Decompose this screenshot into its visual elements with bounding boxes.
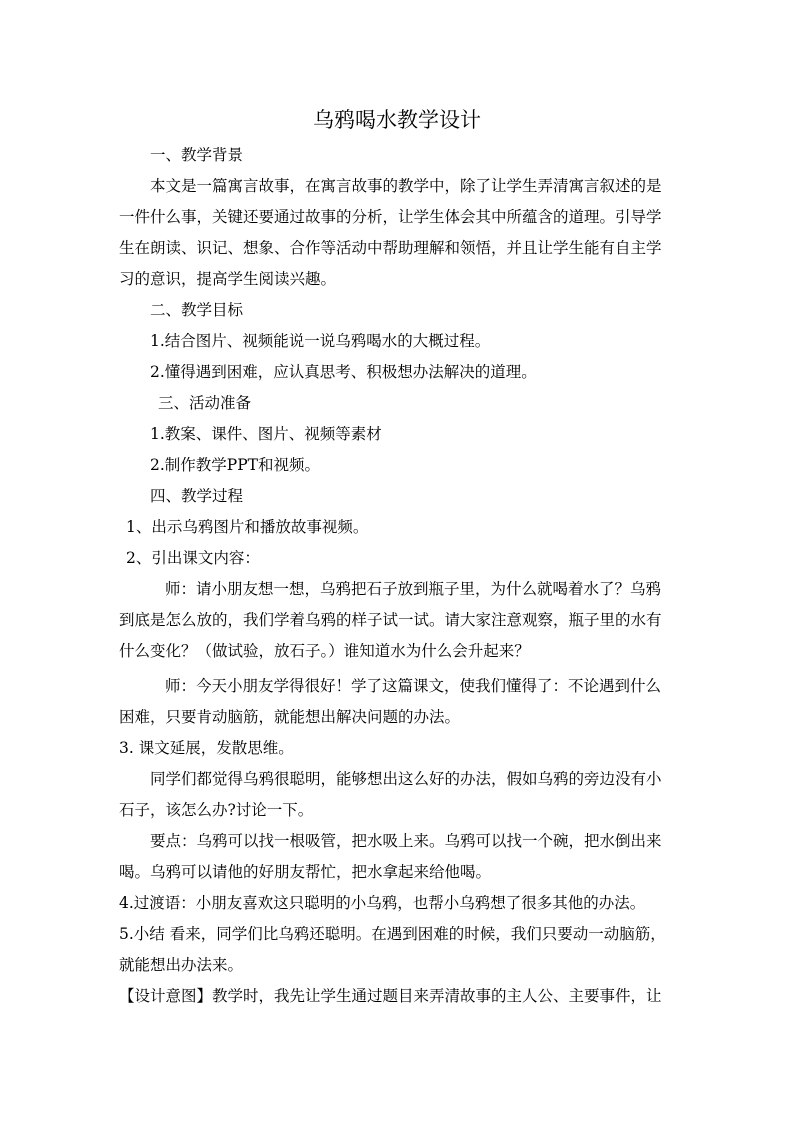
paragraph-line: 什么变化？（做试验，放石子。）谁知道水为什么会升起来？ xyxy=(119,642,530,660)
document-title: 乌鸦喝水教学设计 xyxy=(313,108,481,132)
paragraph-line: 就能想出办法来。 xyxy=(119,956,244,974)
paragraph-line: 到底是怎么放的，我们学着乌鸦的样子试一试。请大家注意观察，瓶子里的水有 xyxy=(119,611,662,629)
section-heading-preparation: 三、活动准备 xyxy=(158,394,252,412)
list-item: 2、引出课文内容： xyxy=(126,549,260,567)
list-item: 5.小结 看来，同学们比乌鸦还聪明。在遇到困难的时候，我们只要动一动脑筋， xyxy=(119,925,666,943)
list-item: 3. 课文延展，发散思维。 xyxy=(119,739,294,757)
paragraph-line: 困难，只要肯动脑筋，就能想出解决问题的办法。 xyxy=(119,708,461,726)
section-heading-background: 一、教学背景 xyxy=(150,146,244,164)
paragraph-line: 师：今天小朋友学得很好！学了这篇课文，使我们懂得了：不论遇到什么 xyxy=(165,677,662,695)
paragraph-line: 生在朗读、识记、想象、合作等活动中帮助理解和领悟，并且让学生能有自主学 xyxy=(119,239,662,257)
list-item: 1、出示乌鸦图片和播放故事视频。 xyxy=(126,518,369,536)
paragraph-line: 本文是一篇寓言故事，在寓言故事的教学中，除了让学生弄清寓言叙述的是 xyxy=(150,177,662,195)
paragraph-line: 一件什么事，关键还要通过故事的分析，让学生体会其中所蕴含的道理。引导学 xyxy=(119,208,662,226)
section-heading-objectives: 二、教学目标 xyxy=(150,301,244,319)
list-item: 1.结合图片、视频能说一说乌鸦喝水的大概过程。 xyxy=(150,332,491,350)
paragraph-line: 【设计意图】教学时，我先让学生通过题目来弄清故事的主人公、主要事件，让 xyxy=(119,987,662,1005)
paragraph-line: 喝。乌鸦可以请他的好朋友帮忙，把水拿起来给他喝。 xyxy=(119,863,492,881)
paragraph-line: 石子，该怎么办?讨论一下。 xyxy=(119,801,314,819)
list-item: 2.懂得遇到困难，应认真思考、积极想办法解决的道理。 xyxy=(150,363,537,381)
list-item: 2.制作教学PPT和视频。 xyxy=(150,456,320,474)
list-item: 4.过渡语：小朋友喜欢这只聪明的小乌鸦，也帮小乌鸦想了很多其他的办法。 xyxy=(119,894,646,912)
list-item: 1.教案、课件、图片、视频等素材 xyxy=(150,425,382,443)
paragraph-line: 同学们都觉得乌鸦很聪明，能够想出这么好的办法，假如乌鸦的旁边没有小 xyxy=(150,770,662,788)
paragraph-line: 师：请小朋友想一想，乌鸦把石子放到瓶子里，为什么就喝着水了？乌鸦 xyxy=(165,580,662,598)
paragraph-line: 习的意识，提高学生阅读兴趣。 xyxy=(119,270,337,288)
paragraph-line: 要点：乌鸦可以找一根吸管，把水吸上来。乌鸦可以找一个碗，把水倒出来 xyxy=(150,832,662,850)
section-heading-process: 四、教学过程 xyxy=(150,487,244,505)
